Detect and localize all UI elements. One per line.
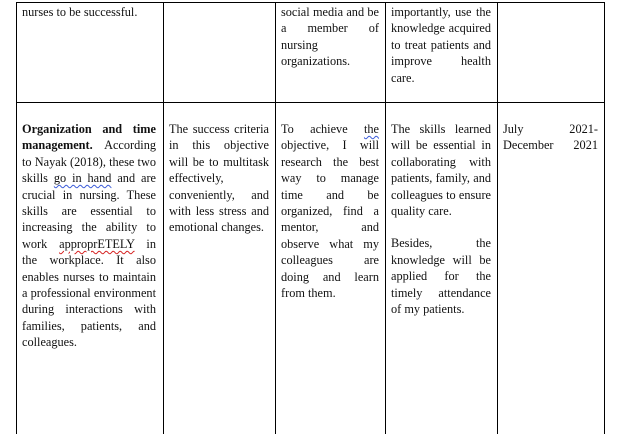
row1-col3-text: social media and be a member of nursing organizations. [281, 5, 379, 69]
row2-col3-cell [281, 121, 379, 301]
table-left-border [16, 2, 17, 434]
spelling-flag-word: approprETELY [59, 236, 135, 251]
table-row-divider [16, 102, 604, 103]
row1-col3-cell [281, 4, 379, 70]
objective-heading: Organization and time management. [22, 122, 156, 153]
table-column-divider-4 [497, 2, 498, 434]
row2-col4-paragraph-2: Besides, the knowledge will be applied for the timely attendance of my patients. [391, 236, 491, 317]
timeline-text: July 2021-December 2021 [503, 122, 598, 153]
row2-col3-text-b: objective, I will research the best way to manage time and be organized, find a mentor, and observe what my colleagues are doing and learn from them. [281, 138, 379, 301]
row2-col1-cell [22, 121, 156, 351]
table-top-border [16, 2, 604, 3]
row2-col1-text-a: According to Nayak (2018), these two skills [22, 138, 156, 186]
row2-col4-cell [391, 121, 491, 317]
row1-col4-text: importantly, use the knowledge acquired to treat patients and improve health care. [391, 5, 491, 85]
row2-col3-paragraph [281, 121, 379, 301]
row2-col2-cell [169, 121, 269, 236]
row1-col1-text: nurses to be successful. [22, 5, 138, 19]
table-right-border [604, 2, 605, 434]
success-criteria-text: The success criteria in this objective will be to multitask effectively, conveniently, and with less stress and emotional changes. [169, 122, 269, 235]
grammar-flag-word: the [363, 122, 379, 136]
row2-col5-cell [503, 121, 598, 154]
table-column-divider-2 [275, 2, 276, 434]
row2-col3-text-a: To achieve [281, 122, 364, 136]
row1-col4-cell [391, 4, 491, 86]
row1-col1-cell [22, 4, 156, 20]
row2-col1-paragraph [22, 121, 156, 351]
row2-col4-paragraph-1: The skills learned will be essential in collaborating with patients, family, and colleagues to ensure quality care. [391, 122, 491, 219]
row2-col1-text-c: in the workplace. It also enables nurses to maintain a professional environment during interactions with families, patients, and colleagues. [22, 236, 156, 350]
table-column-divider-3 [385, 2, 386, 434]
row2-col1-text-b: and are crucial in nursing. These skills are essential to increasing the ability to work [22, 171, 156, 251]
table-column-divider-1 [163, 2, 164, 434]
grammar-flag-phrase: go in hand [53, 171, 112, 186]
